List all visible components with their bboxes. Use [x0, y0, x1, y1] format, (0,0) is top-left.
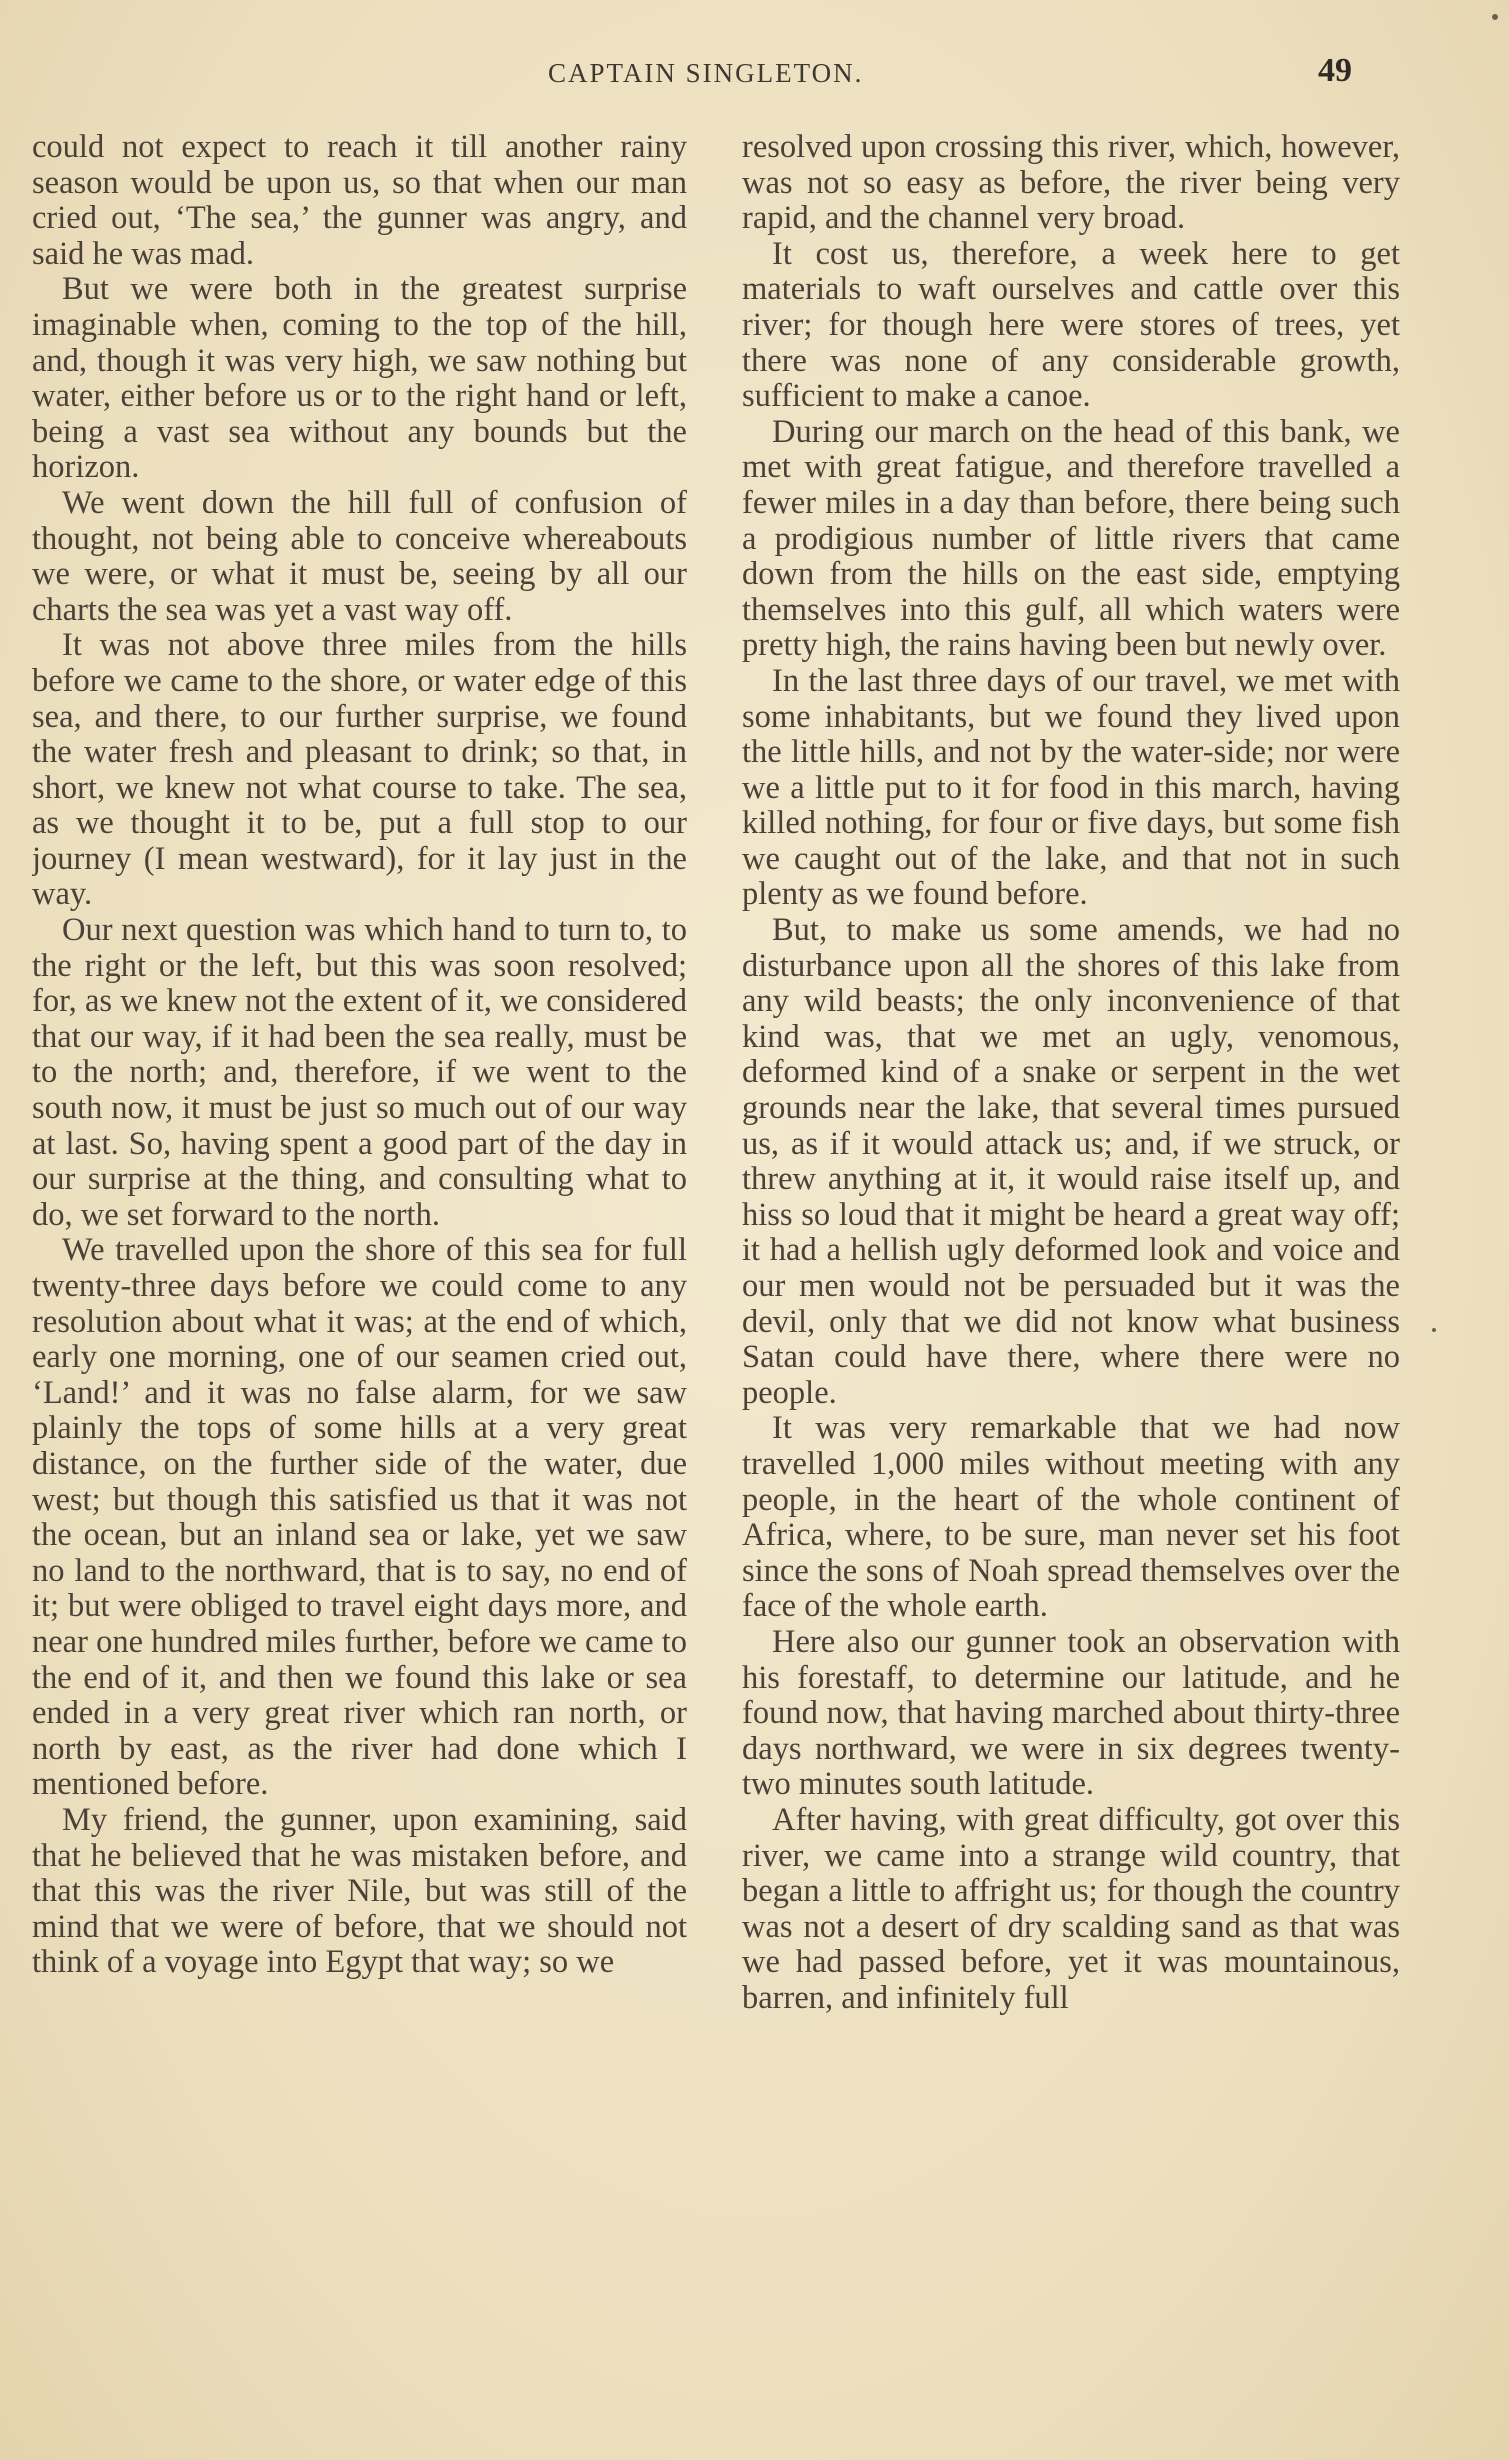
paragraph: Our next question was which hand to turn to, to the right or the left, but this was soon resolved; for, as we knew not the extent of it, we considered that our way, if it had been the sea really, must be to the north; and, therefore, if we went to the south now, it must be just so much out of our way at last. So, having spent a good part of the day in our surprise at the thing, and consulting what to do, we set forward to the north. [32, 912, 687, 1233]
paragraph: It was very remarkable that we had now travelled 1,000 miles without meeting with any people, in the heart of the whole continent of Africa, where, to be sure, man never set his foot since the sons of Noah spread themselves over the face of the whole earth. [742, 1410, 1400, 1625]
paragraph: could not expect to reach it till another rainy season would be upon us, so that when our man cried out, ‘The sea,’ the gunner was angry, and said he was mad. [32, 130, 687, 272]
paragraph: But, to make us some amends, we had no disturbance upon all the shores of this lake from any wild beasts; the only inconvenience of that kind was, that we met an ugly, venomous, deformed kind of a snake or serpent in the wet grounds near the lake, that several times pursued us, as if it would attack us; and, if we struck, or threw anything at it, it would raise itself up, and hiss so loud that it might be heard a great way off; it had a hellish ugly deformed look and voice and our men would not be persuaded but it was the devil, only that we did not know what business Satan could have there, where there were no people. [742, 912, 1400, 1411]
paragraph: resolved upon crossing this river, which, however, was not so easy as before, the river being very rapid, and the channel very broad. [742, 130, 1400, 237]
running-title: CAPTAIN SINGLETON. [548, 58, 864, 88]
paragraph: It cost us, therefore, a week here to get materials to waft ourselves and cattle over this river; for though here were stores of trees, yet there was none of any considerable growth, sufficient to make a canoe. [742, 235, 1400, 415]
paper-speck [1492, 14, 1498, 20]
paragraph: Here also our gunner took an observation with his forestaff, to determine our latitude, and he found now, that having marched about thirty-three days northward, we were in six degrees twenty-two minutes south latitude. [742, 1623, 1400, 1803]
paper-speck [1432, 1328, 1436, 1332]
paragraph: In the last three days of our travel, we met with some inhabitants, but we found they lived upon the little hills, and not by the water-side; nor were we a little put to it for food in this march, having killed nothing, for four or five days, but some fish we caught out of the lake, and that not in such plenty as we found before. [742, 662, 1400, 913]
left-column [32, 130, 687, 2430]
paragraph: It was not above three miles from the hills before we came to the shore, or water edge of this sea, and there, to our further surprise, we found the water fresh and pleasant to drink; so that, in short, we knew not what course to take. The sea, as we thought it to be, put a full stop to our journey (I mean westward), for it lay just in the way. [32, 627, 687, 913]
paragraph: We travelled upon the shore of this sea for full twenty-three days before we could come to any resolution about what it was; at the end of which, early one morning, one of our seamen cried out, ‘Land!’ and it was no false alarm, for we saw plainly the tops of some hills at a very great distance, on the further side of the water, due west; but though this satisfied us that it was not the ocean, but an inland sea or lake, yet we saw no land to the northward, that is to say, no end of it; but were obliged to travel eight days more, and near one hundred miles further, before we came to the end of it, and then we found this lake or sea ended in a very great river which ran north, or north by east, as the river had done which I mentioned before. [32, 1232, 687, 1803]
paragraph: But we were both in the greatest surprise imaginable when, coming to the top of the hill, and, though it was very high, we saw nothing but water, either before us or to the right hand or left, being a vast sea without any bounds but the horizon. [32, 271, 687, 486]
running-header [0, 50, 1509, 100]
paragraph: After having, with great difficulty, got over this river, we came into a strange wild country, that began a little to affright us; for though the country was not a desert of dry scalding sand as that was we had passed before, yet it was mountainous, barren, and infinitely full [742, 1801, 1400, 2016]
paragraph: We went down the hill full of confusion of thought, not being able to conceive whereabouts we were, or what it must be, seeing by all our charts the sea was yet a vast way off. [32, 484, 687, 628]
paragraph: During our march on the head of this bank, we met with great fatigue, and therefore travelled a fewer miles in a day than before, there being such a prodigious number of little rivers that came down from the hills on the east side, emptying themselves into this gulf, all which waters were pretty high, the rains having been but newly over. [742, 413, 1400, 664]
page-number: 49 [1318, 52, 1352, 89]
right-column [742, 130, 1400, 2430]
paragraph: My friend, the gunner, upon examining, said that he believed that he was mistaken before, and that this was the river Nile, but was still of the mind that we were of before, that we should not think of a voyage into Egypt that way; so we [32, 1801, 687, 1981]
